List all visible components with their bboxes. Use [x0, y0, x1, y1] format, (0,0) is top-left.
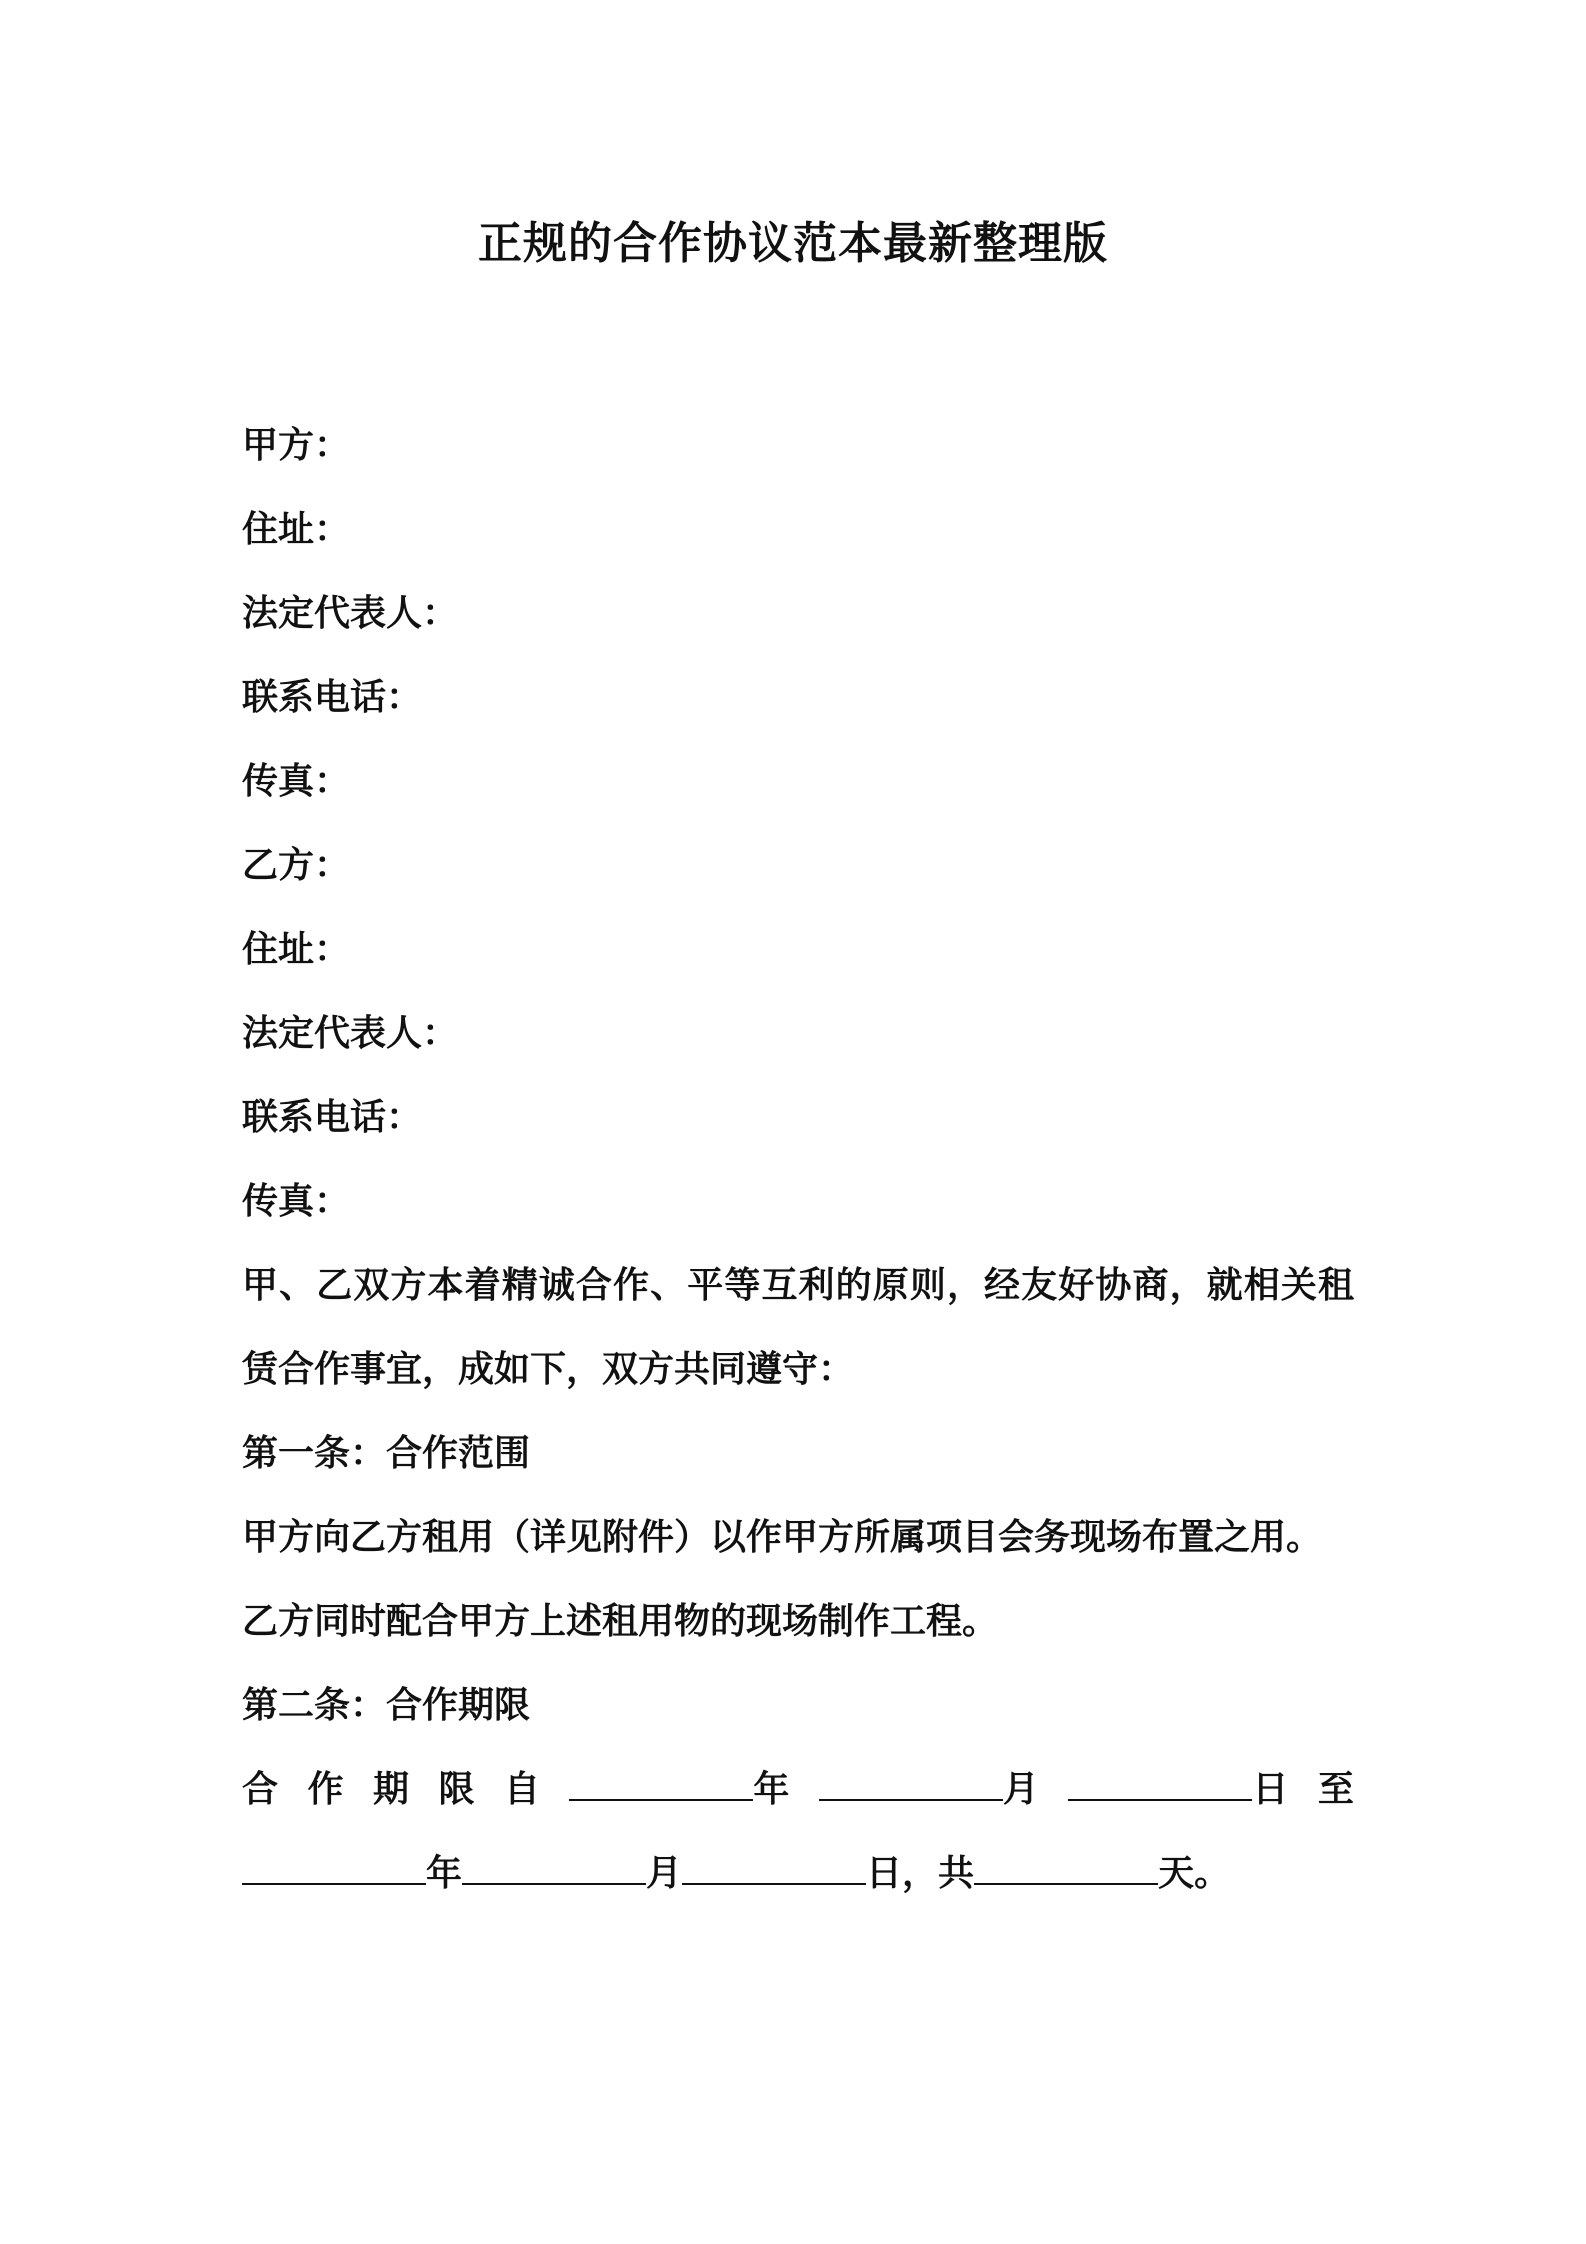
start-month-blank	[819, 1769, 1003, 1801]
end-month-label: 月	[646, 1853, 683, 1894]
article-1-heading: 第一条：合作范围	[242, 1433, 531, 1474]
cooperation-period-line-2	[242, 1832, 1354, 1916]
party-a-phone-label: 联系电话：	[242, 677, 423, 718]
start-month-label: 月	[1002, 1769, 1039, 1810]
period-lead-char: 自	[503, 1769, 540, 1810]
document-title: 正规的合作协议范本最新整理版	[478, 218, 1108, 269]
party-b-label: 乙方：	[242, 845, 351, 886]
party-b-legal-rep-label: 法定代表人：	[242, 1013, 459, 1054]
document-body	[242, 404, 1354, 1916]
period-lead-char: 合	[242, 1769, 279, 1810]
article-1-paragraph-2: 乙方同时配合甲方上述租用物的现场制作工程。	[242, 1601, 999, 1642]
article-1-paragraph-1: 甲方向乙方租用（详见附件）以作甲方所属项目会务现场布置之用。	[242, 1517, 1323, 1558]
start-day-blank	[1068, 1769, 1252, 1801]
party-a-fax-label: 传真：	[242, 761, 351, 802]
period-lead-char: 期	[372, 1769, 409, 1810]
party-a-address-label: 住址：	[242, 509, 351, 550]
start-year-label: 年	[753, 1769, 790, 1810]
party-b-address-label: 住址：	[242, 929, 351, 970]
party-a-legal-rep-label: 法定代表人：	[242, 593, 459, 634]
party-b-phone-label: 联系电话：	[242, 1097, 423, 1138]
period-to-label: 至	[1317, 1769, 1354, 1810]
end-day-blank	[682, 1853, 866, 1885]
cooperation-period-line-1	[242, 1748, 1354, 1832]
days-label: 天。	[1158, 1853, 1231, 1894]
period-start-year-group	[569, 1748, 789, 1832]
end-year-blank	[242, 1853, 426, 1885]
party-b-fax-label: 传真：	[242, 1181, 351, 1222]
end-month-blank	[462, 1853, 646, 1885]
end-day-label: 日	[866, 1853, 903, 1894]
preamble-paragraph: 甲、乙双方本着精诚合作、平等互利的原则，经友好协商，就相关租赁合作事宜，成如下，双方共同遵守：	[242, 1265, 1354, 1390]
period-start-month-group	[819, 1748, 1039, 1832]
period-lead-char: 限	[438, 1769, 475, 1810]
article-2-heading: 第二条：合作期限	[242, 1685, 531, 1726]
start-day-label: 日	[1252, 1769, 1289, 1810]
end-year-label: 年	[426, 1853, 463, 1894]
total-days-blank	[974, 1853, 1158, 1885]
period-start-day-group	[1068, 1748, 1288, 1832]
party-a-label: 甲方：	[242, 425, 351, 466]
start-year-blank	[569, 1769, 753, 1801]
total-label: ，共	[902, 1853, 975, 1894]
period-lead-char: 作	[307, 1769, 344, 1810]
